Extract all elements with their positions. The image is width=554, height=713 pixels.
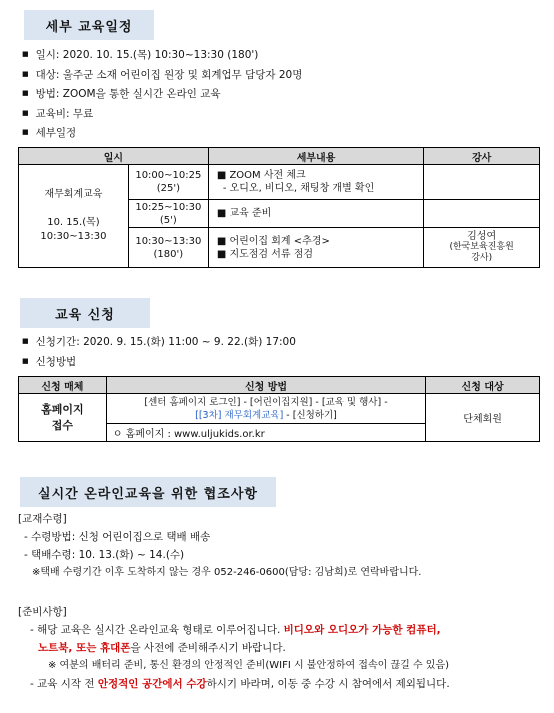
application-table xyxy=(18,376,540,442)
prep-notes xyxy=(18,603,450,693)
prep-line: 노트북, 또는 휴대폰을 사전에 준비해주시기 바랍니다. xyxy=(38,642,286,654)
bullet-fee: ■ 교육비: 무료 xyxy=(22,104,302,124)
prep-line: - 교육 시작 전 안정적인 공간에서 수강하시기 바라며, 이동 중 수강 시 참여에서 제외됩니다. xyxy=(30,678,450,690)
header-method: 신청 방법 xyxy=(106,377,425,394)
time-cell: 10:30~13:30 (180') xyxy=(128,228,208,268)
medium-cell: 홈페이지 접수 xyxy=(19,394,107,442)
bullet-period: ■ 신청기간: 2020. 9. 15.(화) 11:00 ~ 9. 22.(화) 17:00 xyxy=(22,332,296,352)
textbook-notes xyxy=(18,510,421,582)
homepage-cell: ㅇ 홈페이지 : www.uljukids.or.kr xyxy=(106,424,425,442)
time-cell: 10:00~10:25 (25') xyxy=(128,165,208,200)
bullet-detail-schedule: ■ 세부일정 xyxy=(22,123,302,143)
bullet-target: ■ 대상: 울주군 소재 어린이집 원장 및 회계업무 담당자 20명 xyxy=(22,65,302,85)
instructor-cell xyxy=(424,200,540,228)
section-title-application: 교육 신청 xyxy=(20,298,150,328)
content-cell: ■ ZOOM 사전 체크 - 오디오, 비디오, 채팅창 개별 확인 xyxy=(208,165,423,200)
bullet-how: ■ 신청방법 xyxy=(22,352,296,372)
course-cell: 재무회계교육 10. 15.(목) 10:30~13:30 xyxy=(19,165,129,268)
section-title-cooperation: 실시간 온라인교육을 위한 협조사항 xyxy=(20,477,276,507)
bullet-method: ■ 방법: ZOOM을 통한 실시간 온라인 교육 xyxy=(22,84,302,104)
method-cell: [센터 홈페이지 로그인] - [어린이집지원] - [교육 및 행사] - [[3차] 재무회계교육] - [신청하기] xyxy=(106,394,425,424)
header-instructor: 강사 xyxy=(424,148,540,165)
textbook-line: - 택배수령: 10. 13.(화) ~ 14.(수) xyxy=(24,549,185,561)
content-cell: ■ 교육 준비 xyxy=(208,200,423,228)
prep-heading: [준비사항] xyxy=(18,606,67,618)
instructor-cell: 김성여 (한국보육진흥원 강사) xyxy=(424,228,540,268)
textbook-line: - 수령방법: 신청 어린이집으로 택배 배송 xyxy=(24,531,211,543)
schedule-bullets xyxy=(22,45,302,143)
prep-note: ※ 여분의 배터리 준비, 통신 환경의 안정적인 준비(WIFI 시 불안정하여 접속이 끊길 수 있음) xyxy=(48,660,450,671)
instructor-cell xyxy=(424,165,540,200)
time-cell: 10:25~10:30 (5') xyxy=(128,200,208,228)
header-medium: 신청 매체 xyxy=(19,377,107,394)
prep-line: - 해당 교육은 실시간 온라인교육 형태로 이루어집니다. 비디오와 오디오가 가능한 컴퓨터, xyxy=(30,624,441,636)
textbook-heading: [교재수령] xyxy=(18,513,67,525)
header-datetime: 일시 xyxy=(19,148,209,165)
course-link-text: [[3차] 재무회계교육] xyxy=(195,409,284,421)
target-cell: 단체회원 xyxy=(426,394,540,442)
application-bullets xyxy=(22,332,296,371)
header-target: 신청 대상 xyxy=(426,377,540,394)
section-title-schedule: 세부 교육일정 xyxy=(24,10,154,40)
header-content: 세부내용 xyxy=(208,148,423,165)
bullet-datetime: ■ 일시: 2020. 10. 15.(목) 10:30~13:30 (180') xyxy=(22,45,302,65)
content-cell: ■ 어린이집 회계 <추경> ■ 지도점검 서류 점검 xyxy=(208,228,423,268)
textbook-note: ※택배 수령기간 이후 도착하지 않는 경우 052-246-0600(담당: 김남희)로 연락바랍니다. xyxy=(32,567,422,578)
schedule-table xyxy=(18,147,540,268)
